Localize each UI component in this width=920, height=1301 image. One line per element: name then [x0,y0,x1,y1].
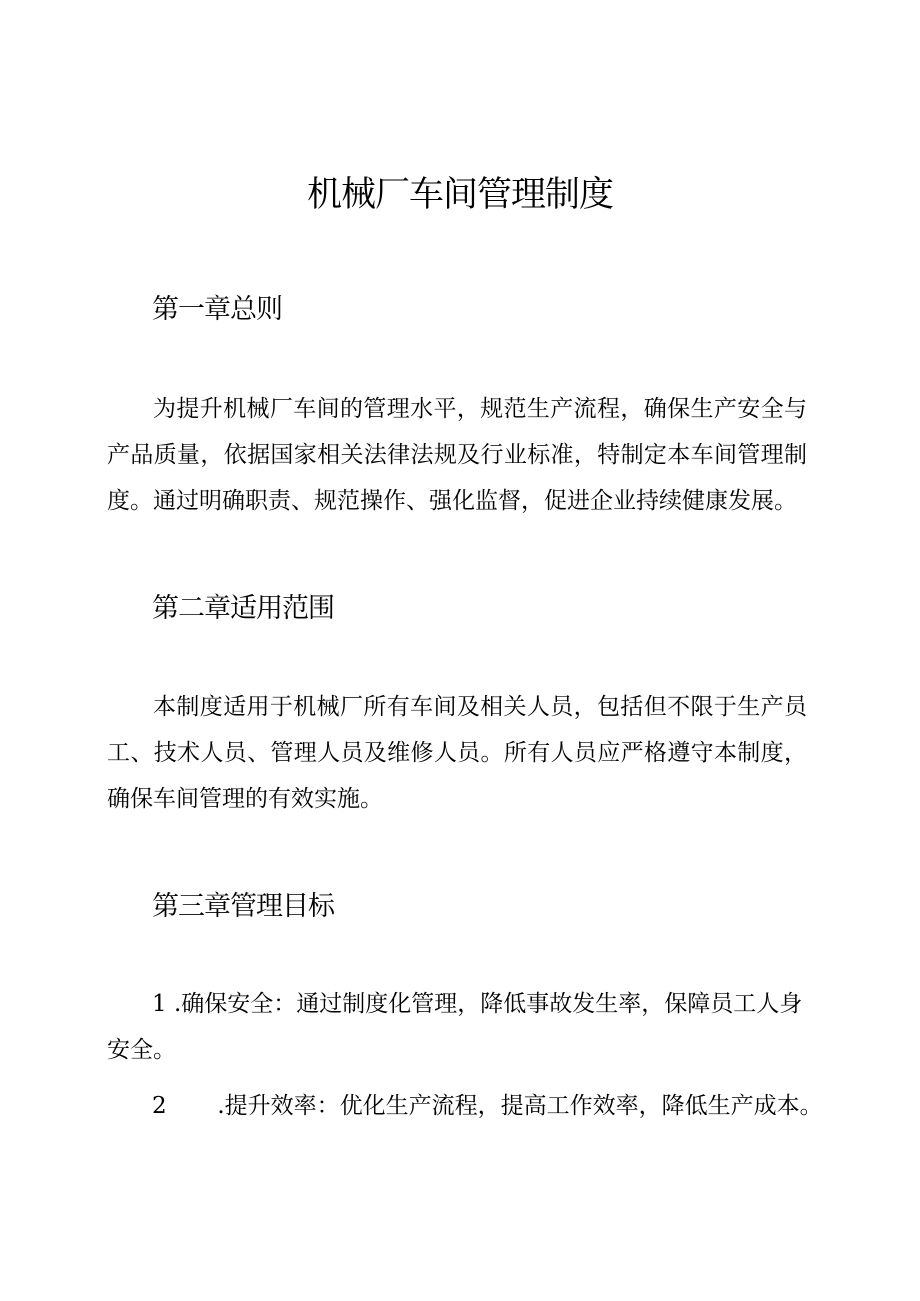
chapter-3-heading: 第三章管理目标 [152,891,334,922]
chapter-1-paragraph: 为提升机械厂车间的管理水平，规范生产流程，确保生产安全与产品质量，依据国家相关法律法规及行业标准，特制定本车间管理制度。通过明确职责、规范操作、强化监督，促进企业持续健康发展。 [107,396,807,514]
list-item-1-continuation: 安全。 [107,1037,176,1063]
chapter-2-heading: 第二章适用范围 [152,593,334,624]
chapter-2-paragraph: 本制度适用于机械厂所有车间及相关人员，包括但不限于生产员工、技术人员、管理人员及维修人员。所有人员应严格遵守本制度，确保车间管理的有效实施。 [107,694,807,812]
list-item-1-number: 1 [152,991,167,1017]
list-item-2-text: .提升效率：优化生产流程，提高工作效率，降低生产成本。 [217,1093,823,1119]
list-item-2 [152,1083,862,1129]
list-item-1 [152,981,862,1027]
list-item-1-text: .确保安全：通过制度化管理，降低事故发生率，保障员工人身 [173,991,803,1017]
chapter-1-heading: 第一章总则 [152,294,282,325]
list-item-2-number: 2 [152,1093,167,1119]
document-title: 机械厂车间管理制度 [306,175,613,215]
